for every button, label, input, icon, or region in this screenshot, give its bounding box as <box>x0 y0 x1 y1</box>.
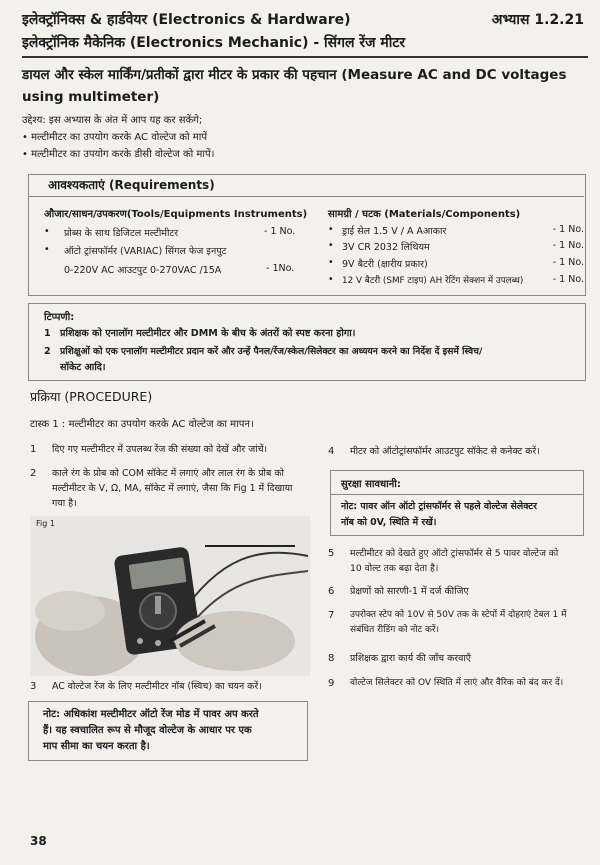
exercise-title <box>22 64 592 108</box>
title-line-2: using multimeter) <box>22 89 160 105</box>
tools-heading: औजार/साधन/उपकरण(Tools/Equipments Instruments) <box>44 209 308 220</box>
task-heading: टास्क 1 : मल्टीमीटर का उपयोग करके AC वोल्टेज का मापन। <box>30 419 254 430</box>
page-number: 38 <box>30 834 47 848</box>
tools-list: • प्रोब्स के साथ डिजिटल मल्टीमीटर - 1 No. • ऑटो ट्रांसफॉर्मर (VARIAC) सिंगल फेज इनपुट 0-220V AC आउटपुट 0-270VAC /15A - 1No. <box>44 226 296 276</box>
material-item: • 12 V बैटरी (SMF टाइप) AH रेटिंग सेक्शन में उपलब्ध) - 1 No. <box>328 274 584 286</box>
objectives-intro: उद्देश्य: इस अभ्यास के अंत में आप यह कर सकेंगे; <box>22 115 203 126</box>
note-list <box>44 326 574 376</box>
step-item: 7 उपरोक्त स्टेप को 10V से 50V तक के स्टेपों में दोहराएं टेबल 1 में संबंधित रीडिंग को नोट करें। <box>328 610 567 635</box>
objective-item: • मल्टीमीटर का उपयोग करके डीसी वोल्टेज को मापें। <box>22 146 582 163</box>
trade-heading: इलेक्ट्रॉनिक्स & हार्डवेयर (Electronics & Hardware) <box>22 12 351 28</box>
step-item: 2 काले रंग के प्रोब को COM सॉकेट में लगाएं और लाल रंग के प्रोब को मल्टीमीटर के V, Ω, MA, सॉकेट में लगाएं, जैसा कि Fig 1 में दिखाया गया है। <box>30 468 293 509</box>
material-item: • 9V बैटरी (क्षारीय प्रकार) - 1 No. <box>328 257 584 270</box>
multimeter-photo <box>30 516 310 676</box>
tool-item: • प्रोब्स के साथ डिजिटल मल्टीमीटर - 1 No. <box>44 226 296 239</box>
requirements-heading: आवश्यकताएं (Requirements) <box>48 178 215 192</box>
note-item: 1 प्रशिक्षक को एनालॉग मल्टीमीटर और DMM के बीच के अंतरों को स्पष्ट करना होगा। <box>44 328 356 339</box>
material-item: • 3V CR 2032 लिथियम - 1 No. <box>328 240 584 253</box>
materials-list <box>328 224 584 294</box>
materials-heading: सामग्री / घटक (Materials/Components) <box>328 209 521 220</box>
step-item: 5 मल्टीमीटर को देखते हुए ऑटो ट्रांसफॉर्मर से 5 पावर वोल्टेज को 10 वोल्ट तक बढ़ा देता है। <box>328 548 559 574</box>
material-item: • ड्राई सेल 1.5 V / A Aआकार - 1 No. <box>328 224 584 237</box>
tool-item: • ऑटो ट्रांसफॉर्मर (VARIAC) सिंगल फेज इनपुट <box>44 244 227 257</box>
exercise-number: अभ्यास 1.2.21 <box>491 12 584 28</box>
objective-item: • मल्टीमीटर का उपयोग करके AC वोल्टेज को मापें <box>22 129 582 146</box>
requirements-divider <box>28 196 584 197</box>
auto-range-note: नोट: अधिकांश मल्टीमीटर ऑटो रेंज मोड में पावर अप करते हैं। यह स्वचालित रूप से मौजूद वोल्टेज के आधार पर एक माप सीमा का चयन करता है। <box>28 701 308 761</box>
figure-1 <box>30 516 310 676</box>
safety-precaution-box: सुरक्षा सावधानी: नोट: पावर ऑन ऑटो ट्रांसफॉर्मर से पहले वोल्टेज सेलेक्टर नॉब को 0V, स्थिति में रखें। <box>330 470 584 536</box>
objectives <box>22 112 582 163</box>
title-line-1: डायल और स्केल मार्किंग/प्रतीकों द्वारा मीटर के प्रकार की पहचान (Measure AC and DC voltages <box>22 67 567 83</box>
header-divider <box>22 56 588 58</box>
procedure-heading: प्रक्रिया (PROCEDURE) <box>30 389 153 404</box>
module-heading: इलेक्ट्रॉनिक मैकेनिक (Electronics Mechanic) - सिंगल रेंज मीटर <box>22 35 406 51</box>
note-item: 2 प्रशिक्षुओं को एक एनालॉग मल्टीमीटर प्रदान करें और उन्हें पैनल/रेंज/स्केल/सिलेक्टर का अध्ययन करने का निर्देश दें इसमें स्विच/ सॉकेट आदि। <box>44 346 483 373</box>
note-heading: टिप्पणी: <box>44 312 75 323</box>
figure-label: Fig 1 <box>36 519 55 528</box>
